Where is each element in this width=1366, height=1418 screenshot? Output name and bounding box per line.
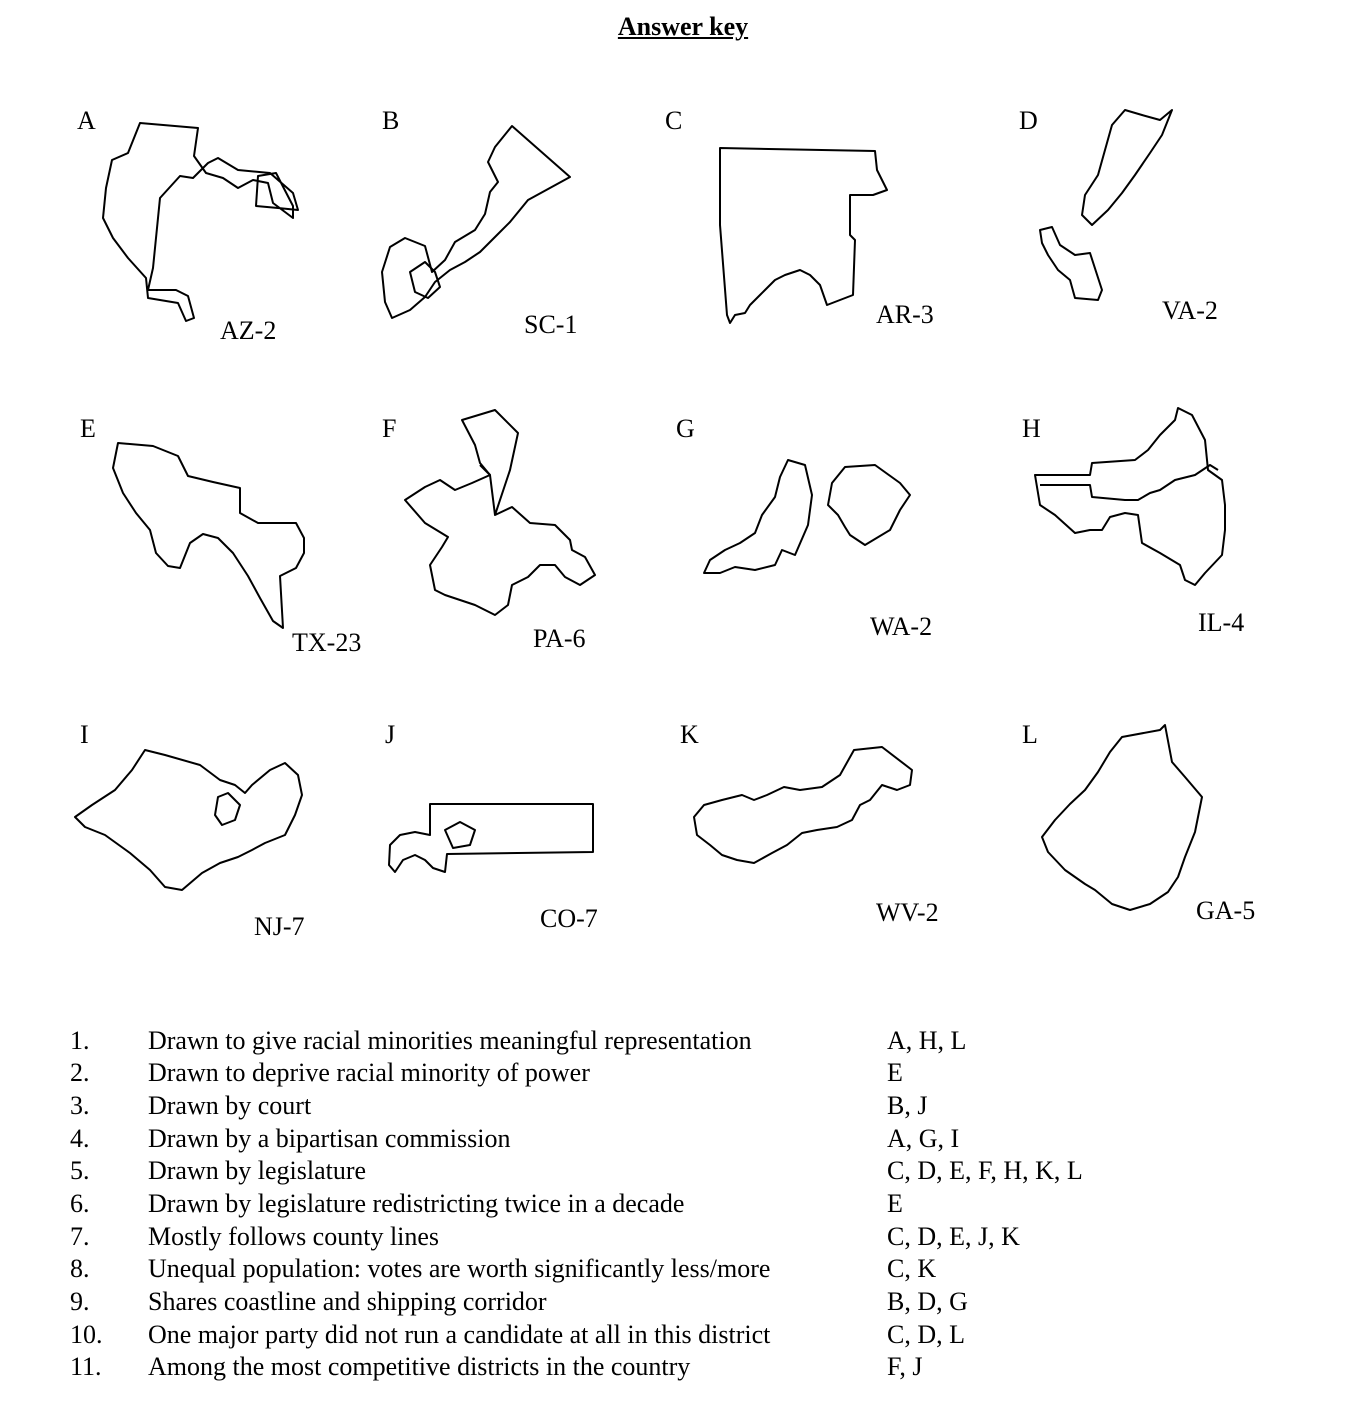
district-outline-icon (1030, 405, 1235, 590)
list-item-number: 3. (70, 1091, 90, 1120)
list-item-answer: C, D, E, J, K (887, 1222, 1020, 1251)
list-item-answer: F, J (887, 1352, 923, 1381)
district-label-nj-7: NJ-7 (254, 912, 305, 941)
district-outline-icon (715, 145, 895, 330)
district-letter-b: B (382, 106, 400, 135)
district-letter-a: A (77, 106, 96, 135)
district-outline-icon (1030, 105, 1190, 305)
page-title: Answer key (617, 12, 749, 41)
district-label-pa-6: PA-6 (533, 624, 586, 653)
district-label-az-2: AZ-2 (220, 316, 277, 345)
list-item-answer: E (887, 1058, 903, 1087)
list-item-text: Drawn to give racial minorities meaningful representation (148, 1026, 752, 1055)
district-letter-i: I (80, 720, 89, 749)
list-item-text: Shares coastline and shipping corridor (148, 1287, 547, 1316)
list-item-answer: C, D, E, F, H, K, L (887, 1156, 1083, 1185)
district-outline-icon (380, 122, 590, 322)
district-label-tx-23: TX-23 (292, 628, 362, 657)
district-label-co-7: CO-7 (540, 904, 598, 933)
district-letter-g: G (676, 414, 695, 443)
list-item-text: Unequal population: votes are worth significantly less/more (148, 1254, 771, 1283)
district-outline-icon (692, 745, 917, 870)
list-item-number: 1. (70, 1026, 90, 1055)
list-item-text: Drawn by court (148, 1091, 312, 1120)
district-label-wa-2: WA-2 (870, 612, 933, 641)
district-label-il-4: IL-4 (1198, 608, 1245, 637)
district-letter-j: J (385, 720, 396, 749)
list-item-answer: C, D, L (887, 1320, 965, 1349)
list-item-number: 11. (70, 1352, 102, 1381)
list-item-text: One major party did not run a candidate at all in this district (148, 1320, 771, 1349)
district-outline-icon (700, 455, 925, 580)
list-item-answer: E (887, 1189, 903, 1218)
district-label-va-2: VA-2 (1162, 296, 1218, 325)
list-item-number: 9. (70, 1287, 90, 1316)
district-letter-e: E (80, 414, 96, 443)
district-letter-h: H (1022, 414, 1041, 443)
district-letter-d: D (1019, 106, 1038, 135)
list-item-answer: A, G, I (887, 1124, 960, 1153)
list-item-text: Drawn by legislature (148, 1156, 367, 1185)
district-letter-c: C (665, 106, 683, 135)
list-item-number: 5. (70, 1156, 90, 1185)
list-item-number: 4. (70, 1124, 90, 1153)
list-item-text: Mostly follows county lines (148, 1222, 440, 1251)
district-outline-icon (400, 405, 605, 620)
list-item-number: 6. (70, 1189, 90, 1218)
list-item-number: 10. (70, 1320, 103, 1349)
district-letter-k: K (680, 720, 699, 749)
district-outline-icon (1040, 722, 1210, 917)
district-label-sc-1: SC-1 (524, 310, 578, 339)
list-item-answer: B, D, G (887, 1287, 968, 1316)
list-item-text: Among the most competitive districts in the country (148, 1352, 691, 1381)
list-item-text: Drawn by legislature redistricting twice in a decade (148, 1189, 685, 1218)
list-item-number: 2. (70, 1058, 90, 1087)
district-letter-f: F (382, 414, 397, 443)
district-label-wv-2: WV-2 (876, 898, 939, 927)
list-item-number: 8. (70, 1254, 90, 1283)
district-letter-l: L (1022, 720, 1038, 749)
district-label-ga-5: GA-5 (1196, 896, 1256, 925)
district-outline-icon (385, 800, 600, 880)
list-item-text: Drawn by a bipartisan commission (148, 1124, 511, 1153)
district-outline-icon (98, 118, 308, 328)
list-item-number: 7. (70, 1222, 90, 1251)
district-outline-icon (70, 745, 305, 895)
list-item-answer: B, J (887, 1091, 928, 1120)
district-outline-icon (108, 438, 313, 633)
list-item-text: Drawn to deprive racial minority of power (148, 1058, 590, 1087)
list-item-answer: C, K (887, 1254, 937, 1283)
district-label-ar-3: AR-3 (876, 300, 934, 329)
list-item-answer: A, H, L (887, 1026, 967, 1055)
